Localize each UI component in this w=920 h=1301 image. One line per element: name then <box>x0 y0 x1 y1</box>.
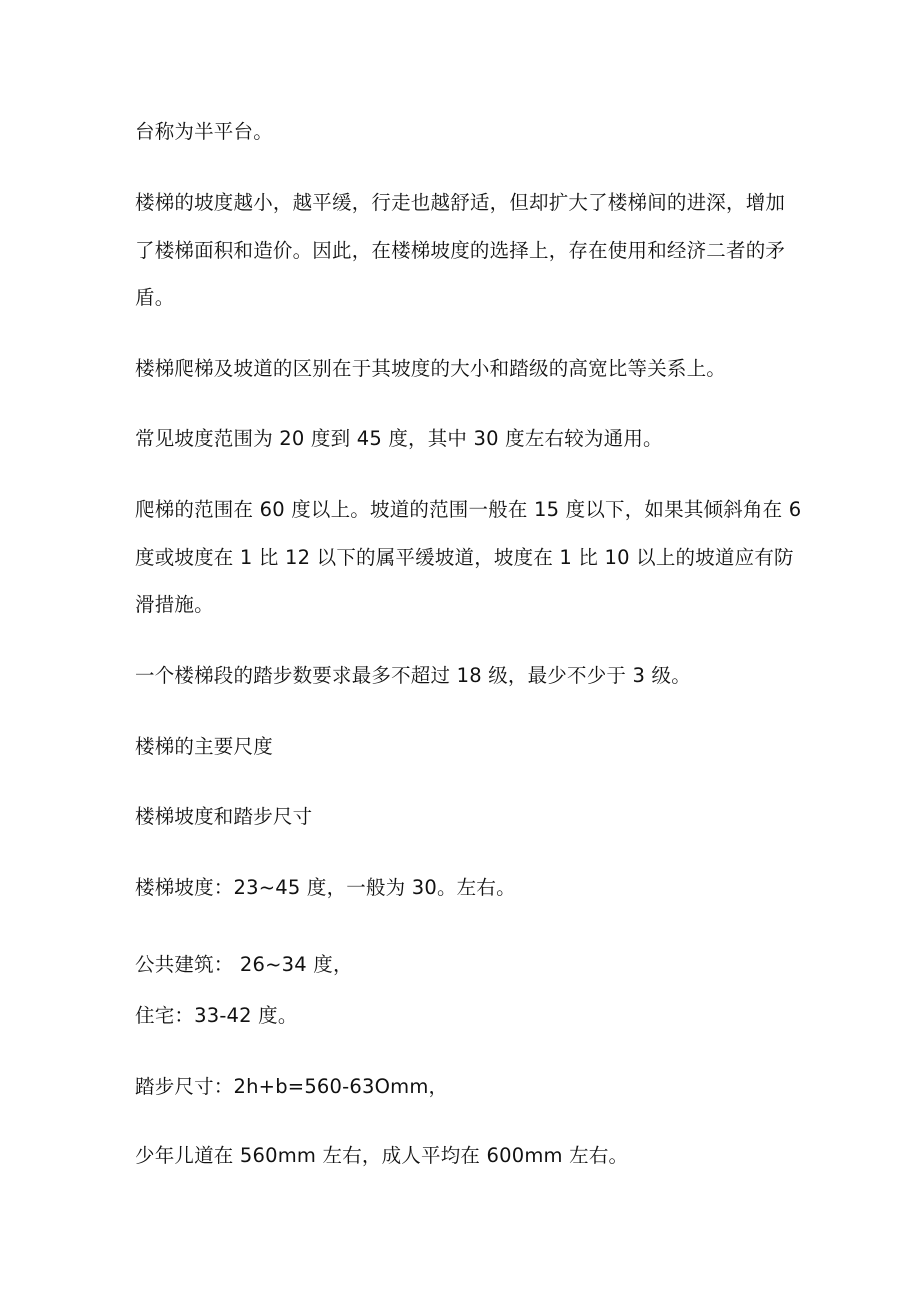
section-heading: 楼梯的主要尺度 <box>135 735 273 758</box>
text-line: 住宅：33-42 度。 <box>135 1004 298 1027</box>
text-line: 盾。 <box>135 286 175 309</box>
text-line: 少年儿道在 560mm 左右，成人平均在 600mm 左右。 <box>135 1144 629 1167</box>
text-line: 爬梯的范围在 60 度以上。坡道的范围一般在 15 度以下，如果其倾斜角在 6 <box>135 498 802 521</box>
text-line: 楼梯爬梯及坡道的区别在于其坡度的大小和踏级的高宽比等关系上。 <box>135 357 727 380</box>
subsection-heading: 楼梯坡度和踏步尺寸 <box>135 805 313 828</box>
text-line: 踏步尺寸：2h+b=560-63Omm， <box>135 1075 449 1098</box>
text-line: 滑措施。 <box>135 593 214 616</box>
text-line: 了楼梯面积和造价。因此，在楼梯坡度的选择上，存在使用和经济二者的矛 <box>135 239 786 262</box>
text-line: 公共建筑： 26~34 度， <box>135 953 353 976</box>
text-line: 一个楼梯段的踏步数要求最多不超过 18 级，最少不少于 3 级。 <box>135 664 691 687</box>
text-line: 楼梯的坡度越小，越平缓，行走也越舒适，但却扩大了楼梯间的进深，增加 <box>135 191 786 214</box>
text-line: 常见坡度范围为 20 度到 45 度，其中 30 度左右较为通用。 <box>135 427 663 450</box>
text-line: 台称为半平台。 <box>135 120 273 143</box>
text-line: 度或坡度在 1 比 12 以下的属平缓坡道，坡度在 1 比 10 以上的坡道应有防 <box>135 546 794 569</box>
text-line: 楼梯坡度：23~45 度，一般为 30。左右。 <box>135 876 516 899</box>
